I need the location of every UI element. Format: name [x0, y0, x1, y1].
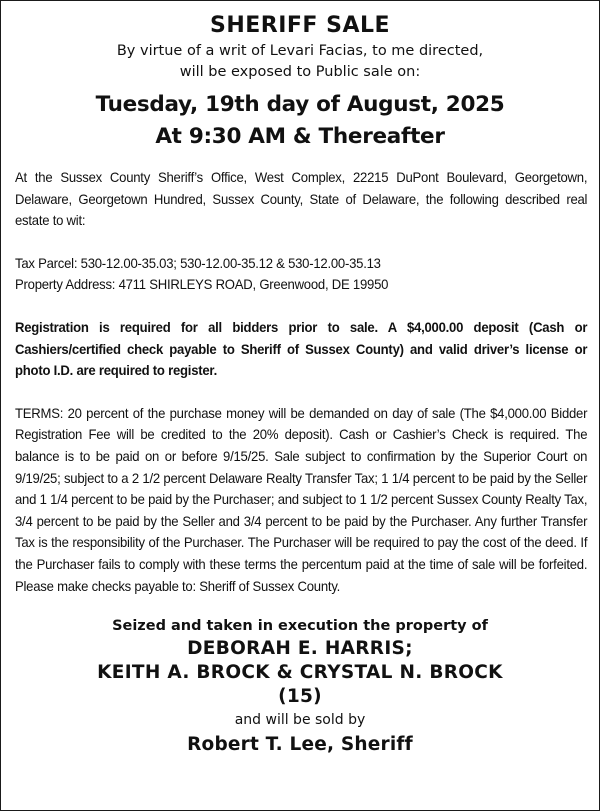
seized-line: Seized and taken in execution the property of [112, 618, 488, 635]
sale-date: Tuesday, 19th day of August, 2025 [95, 92, 505, 117]
defendant-name-1: DEBORAH E. HARRIS; [187, 638, 413, 660]
sheriff-name: Robert T. Lee, Sheriff [187, 734, 413, 756]
registration-paragraph: Registration is required for all bidders prior to sale. A $4,000.00 deposit (Cash or Cashiers/certified check payable to Sheriff of Sussex County) and valid driver’s license or photo I.D. are required to register. [15, 319, 588, 379]
spacer [15, 232, 587, 253]
location-paragraph: At the Sussex County Sheriff’s Office, West Complex, 22215 DuPont Boulevard, Georgetown, Delaware, Georgetown Hundred, Sussex County, State of Delaware, the following described real estate to wit: [15, 170, 588, 229]
sold-by-line: and will be sold by [234, 712, 366, 729]
property-address: Property Address: 4711 SHIRLEYS ROAD, Greenwood, DE 19950 [15, 277, 389, 293]
closing-block [15, 615, 585, 759]
terms-paragraph: TERMS: 20 percent of the purchase money will be demanded on day of sale (The $4,000.00 Bidder Registration Fee will be credited to the 20% deposit). Cash or Cashier’s Check is required. The balance is to be paid on or before 9/15/25. Sale subject to confirmation by the Superior Court on 9/19/25; subject to a 2 1/2 percent Delaware Realty Transfer Tax; 1 1/4 percent to be paid by the Seller and 1 1/4 percent to be paid by the Purchaser; and subject to 1 1/2 percent Sussex County Realty Tax, 3/4 percent to be paid by the Seller and 3/4 percent to be paid by the Purchaser. Any further Transfer Tax is the responsibility of the Purchaser. The Purchaser will be required to pay the cost of the deed. If the Purchaser fails to comply with these terms the percentum paid at the time of sale will be forfeited. Please make checks payable to: Sheriff of Sussex County. [15, 405, 588, 594]
sale-time: At 9:30 AM & Thereafter [155, 124, 445, 149]
defendant-name-2: KEITH A. BROCK & CRYSTAL N. BROCK [97, 662, 503, 684]
notice-body [15, 167, 587, 597]
intro-line-2: will be exposed to Public sale on: [179, 64, 421, 80]
spacer [15, 382, 587, 403]
spacer [15, 296, 587, 317]
spacer [15, 153, 585, 167]
tax-parcel: Tax Parcel: 530-12.00-35.03; 530-12.00-35.12 & 530-12.00-35.13 [15, 255, 381, 271]
intro-line-1: By virtue of a writ of Levari Facias, to me directed, [116, 43, 484, 59]
case-number: (15) [278, 686, 322, 708]
header [15, 13, 585, 153]
notice-title: SHERIFF SALE [209, 13, 391, 38]
